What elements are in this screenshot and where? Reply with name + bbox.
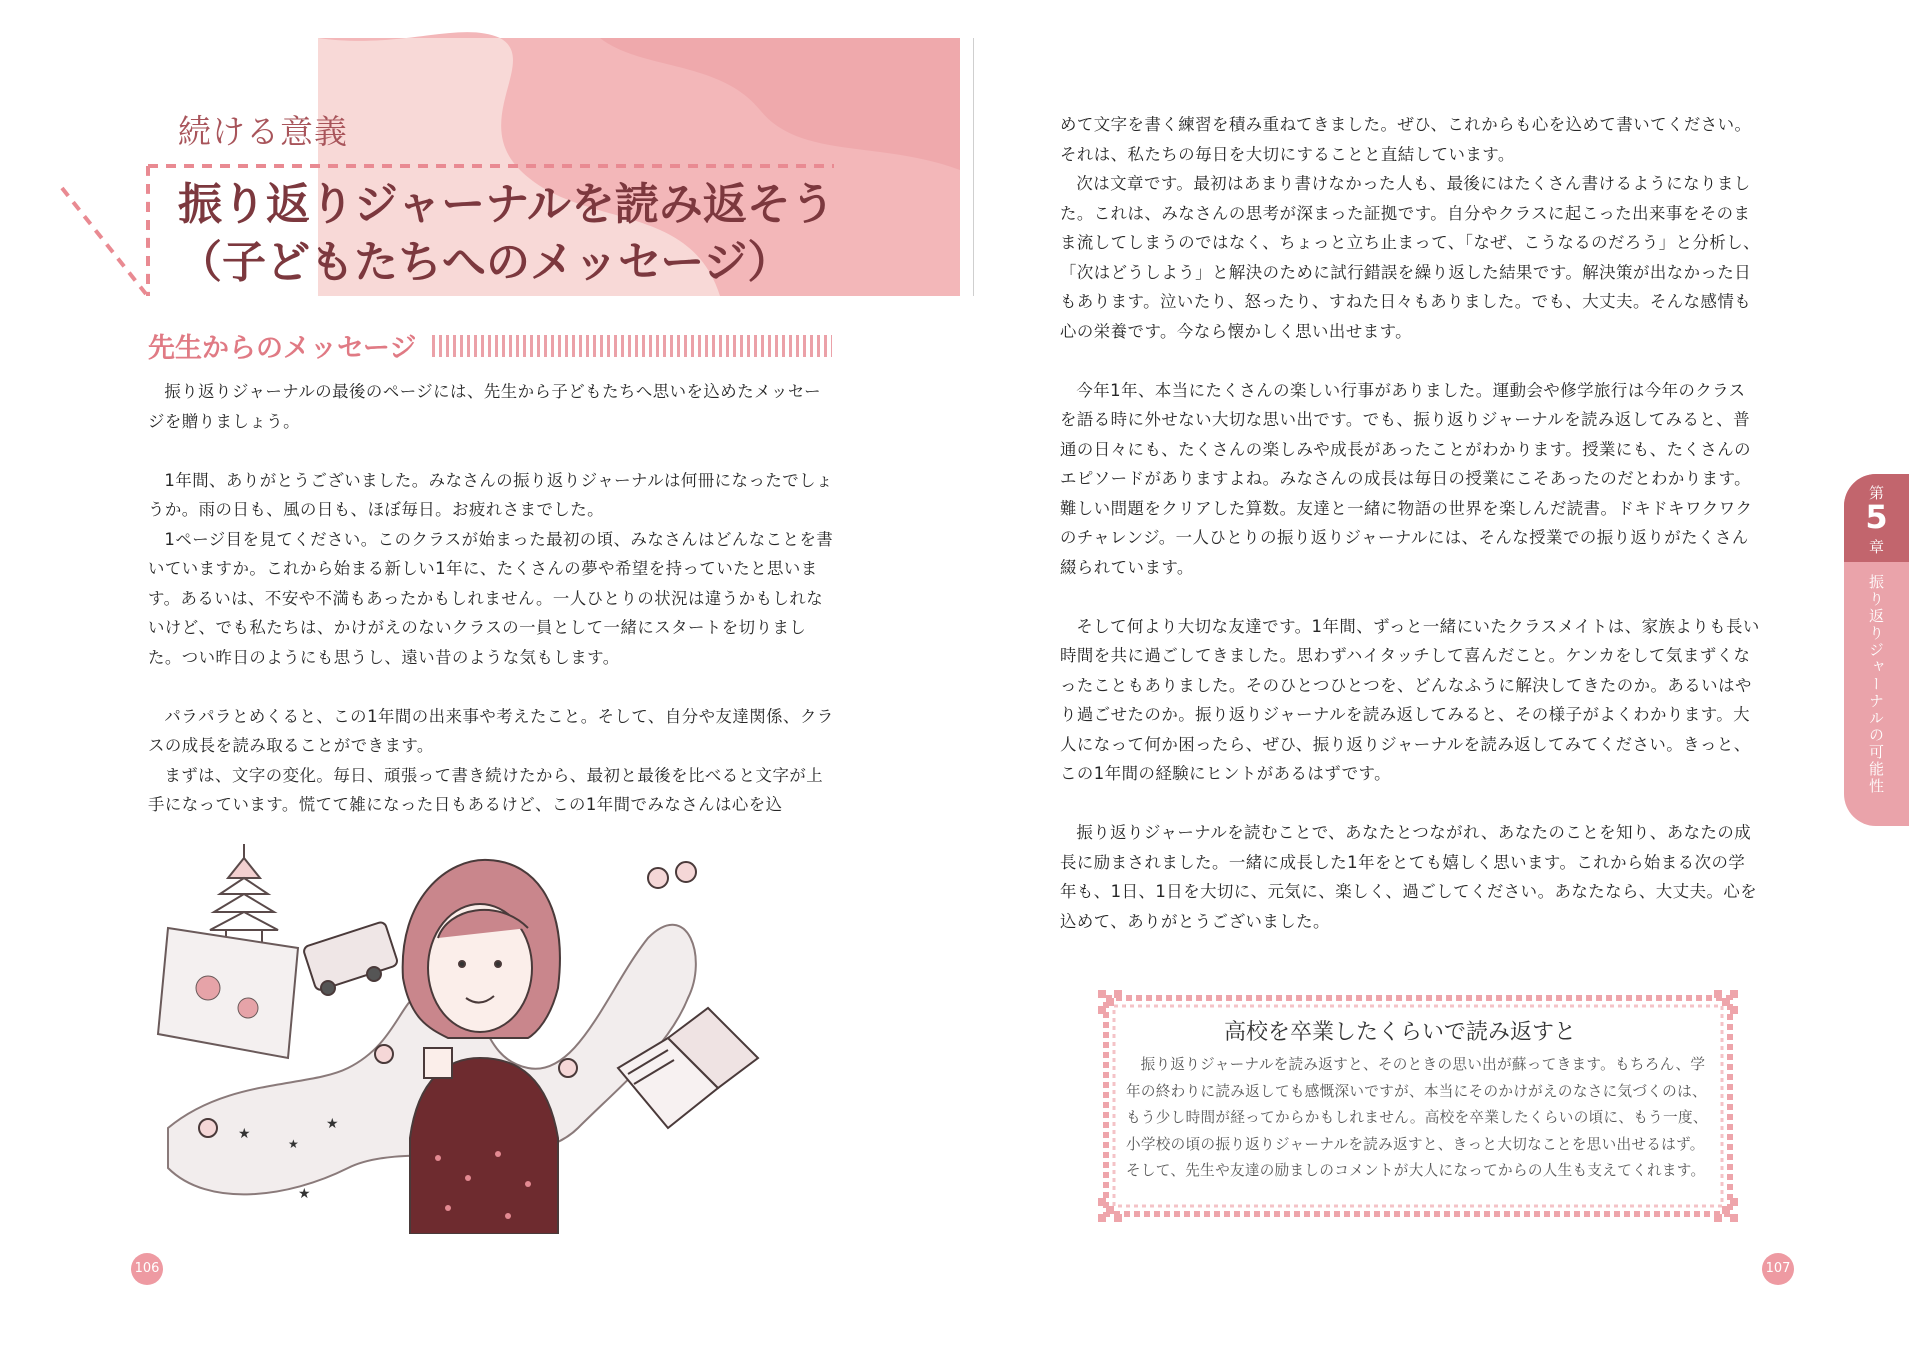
page-title (178, 176, 878, 292)
paragraph: 1ページ目を見てください。このクラスが始まった最初の頃、みなさんはどんなことを書いていますか。これから始まる新しい1年に、たくさんの夢や希望を持っていたと思います。あるいは、不安や不満もあったかもしれません。一人ひとりの状況は違うかもしれないけど、でも私たちは、かけがえのないクラスの一員として一緒にスタートを切りました。つい昨日のようにも思うし、遠い昔のような気もします。 (148, 529, 834, 667)
section-heading: 先生からのメッセージ (148, 333, 417, 364)
paragraph: 今年1年、本当にたくさんの楽しい行事がありました。運動会や修学旅行は今年のクラスを語る時に外せない大切な思い出です。でも、振り返りジャーナルを読み返してみると、普通の日々にも、たくさんの楽しみや成長があったことがわかります。授業にも、たくさんのエピソードがありますよね。みなさんの成長は毎日の授業にこそあったのだとわかります。難しい問題をクリアした算数。友達と一緒に物語の世界を楽しんだ読書。ドキドキワクワクのチャレンジ。一人ひとりの振り返りジャーナルには、そんな授業での振り返りがたくさん綴られています。 (1060, 380, 1753, 577)
page-number: 107 (1762, 1253, 1794, 1285)
svg-text:★: ★ (326, 1116, 339, 1132)
heading-stripe-decoration (432, 335, 832, 357)
title-line-2: （子どもたちへのメッセージ） (178, 237, 792, 288)
chapter-side-tab (1844, 474, 1909, 826)
title-line-1: 振り返りジャーナルを読み返そう (178, 179, 835, 230)
left-body-text (148, 377, 836, 820)
chapter-number: 5 (1865, 498, 1888, 536)
chapter-title: 振り返りジャーナルの可能性 (1867, 574, 1885, 795)
chapter-suffix: 章 (1868, 538, 1884, 556)
paragraph: 次は文章です。最初はあまり書けなかった人も、最後にはたくさん書けるようになりました。これは、みなさんの思考が深まった証拠です。自分やクラスに起こった出来事をそのまま流してしまうのではなく、ちょっと立ち止まって、「なぜ、こうなるのだろう」と分析し、「次はどうしよう」と解決のために試行錯誤を繰り返した結果です。解決策が出なかった日もあります。泣いたり、怒ったり、すねた日々もありました。でも、大丈夫。そんな感情も心の栄養です。今なら懐かしく思い出せます。 (1060, 174, 1761, 341)
chapter-kicker: 続ける意義 (178, 112, 348, 151)
note-box-title: 高校を卒業したくらいで読み返すと (1223, 1020, 1576, 1045)
paragraph: 振り返りジャーナルの最後のページには、先生から子どもたちへ思いを込めたメッセージを贈りましょう。 (148, 382, 821, 431)
paragraph: パラパラとめくると、この1年間の出来事や考えたこと。そして、自分や友達関係、クラスの成長を読み取ることができます。 (148, 706, 834, 755)
chapter-prefix: 第 (1868, 484, 1884, 502)
svg-text:★: ★ (238, 1126, 251, 1142)
note-box-text: 振り返りジャーナルを読み返すと、そのときの思い出が蘇ってきます。もちろん、学年の終わりに読み返しても感慨深いですが、本当にそのかけがえのなさに気づくのは、もう少し時間が経ってからかもしれません。高校を卒業したくらいの頃に、もう一度、小学校の頃の振り返りジャーナルを読み返すと、きっと大切なことを思い出せるはず。そして、先生や友達の励ましのコメントが大人になってからの人生も支えてくれます。 (1126, 1056, 1708, 1179)
paragraph: 1年間、ありがとうございました。みなさんの振り返りジャーナルは何冊になったでしょうか。雨の日も、風の日も、ほぼ毎日。お疲れさまでした。 (148, 470, 833, 519)
right-body-text (1060, 110, 1762, 936)
right-page (960, 0, 1909, 1350)
paragraph: そして何より大切な友達です。1年間、ずっと一緒にいたクラスメイトは、家族よりも長い時間を共に過ごしてきました。思わずハイタッチして喜んだこと。ケンカをして気まずくなったこともありました。そのひとつひとつを、どんなふうに解決してきたのか。あるいはやり過ごせたのか。振り返りジャーナルを読み返してみると、その様子がよくわかります。大人になって何か困ったら、ぜひ、振り返りジャーナルを読み返してみてください。きっと、この1年間の経験にヒントがあるはずです。 (1060, 616, 1760, 783)
svg-text:★: ★ (298, 1186, 311, 1202)
page-number: 106 (131, 1253, 163, 1285)
chapter-number-block (1844, 474, 1909, 562)
svg-text:★: ★ (288, 1137, 299, 1151)
paragraph: 振り返りジャーナルを読むことで、あなたとつながれ、あなたのことを知り、あなたの成長に励まされました。一緒に成長した1年をとても嬉しく思います。これから始まる次の学年も、1日、1日を大切に、元気に、楽しく、過ごしてください。あなたなら、大丈夫。心を込めて、ありがとうございました。 (1060, 823, 1758, 931)
paragraph: めて文字を書く練習を積み重ねてきました。ぜひ、これからも心を込めて書いてください。それは、私たちの毎日を大切にすることと直結しています。 (1060, 115, 1752, 164)
illustration-teacher-journal (148, 838, 836, 1234)
paragraph: まずは、文字の変化。毎日、頑張って書き続けたから、最初と最後を比べると文字が上手になっています。慌てて雑になった日もあるけど、この1年間でみなさんは心を込 (148, 765, 824, 814)
